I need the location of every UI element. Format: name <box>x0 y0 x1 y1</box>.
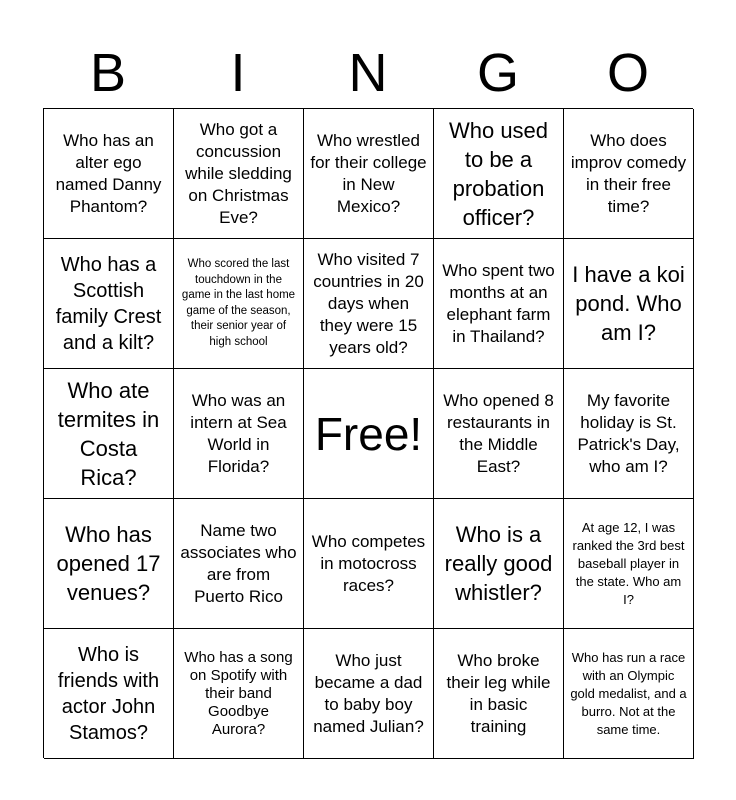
cell-text: Who opened 8 restaurants in the Middle East? <box>443 390 554 476</box>
bingo-cell[interactable] <box>564 239 694 369</box>
cell-text: Who was an intern at Sea World in Florida? <box>190 390 287 476</box>
bingo-header <box>43 38 693 108</box>
free-space-text: Free! <box>314 407 423 460</box>
bingo-cell[interactable] <box>174 629 304 759</box>
cell-text: Who is a really good whistler? <box>444 522 553 605</box>
bingo-cell[interactable] <box>174 499 304 629</box>
bingo-cell[interactable] <box>174 369 304 499</box>
cell-text: Who competes in motocross races? <box>311 531 426 595</box>
cell-text: At age 12, I was ranked the 3rd best baseball player in the state. Who am I? <box>572 519 685 607</box>
header-letter-g: G <box>476 43 519 103</box>
bingo-cell[interactable] <box>434 369 564 499</box>
bingo-cell[interactable] <box>174 239 304 369</box>
bingo-cell[interactable] <box>44 239 174 369</box>
cell-text: Name two associates who are from Puerto Rico <box>180 520 297 606</box>
cell-text: Who does improv comedy in their free time? <box>570 130 687 216</box>
cell-text: Who has a Scottish family Crest and a kilt? <box>55 253 162 354</box>
bingo-cell[interactable] <box>564 629 694 759</box>
bingo-cell[interactable] <box>434 629 564 759</box>
cell-text: Who visited 7 countries in 20 days when they were 15 years old? <box>313 249 424 357</box>
bingo-cell[interactable] <box>564 499 694 629</box>
cell-text: Who is friends with actor John Stamos? <box>57 643 160 744</box>
bingo-cell[interactable] <box>434 499 564 629</box>
cell-text: Who has an alter ego named Danny Phantom? <box>55 130 162 216</box>
bingo-grid <box>43 108 693 758</box>
cell-text: Who ate termites in Costa Rica? <box>57 377 160 490</box>
bingo-cell[interactable] <box>434 109 564 239</box>
cell-text: Who scored the last touchdown in the game in the last home game of the season, their senior year of high school <box>181 258 296 348</box>
cell-text: Who just became a dad to baby boy named Julian? <box>313 650 424 736</box>
bingo-cell[interactable] <box>44 109 174 239</box>
cell-text: Who spent two months at an elephant farm in Thailand? <box>442 260 555 346</box>
cell-text: I have a koi pond. Who am I? <box>572 262 685 345</box>
cell-text: Who used to be a probation officer? <box>448 117 549 230</box>
cell-text: Who has opened 17 venues? <box>56 522 161 605</box>
bingo-cell[interactable] <box>304 499 434 629</box>
bingo-cell[interactable] <box>304 109 434 239</box>
cell-text: Who has run a race with an Olympic gold medalist, and a burro. Not at the same time. <box>570 649 687 737</box>
bingo-cell[interactable] <box>174 109 304 239</box>
free-space-cell[interactable] <box>304 369 434 499</box>
cell-text: Who got a concussion while sledding on Christmas Eve? <box>185 119 292 227</box>
header-letter-i: I <box>230 43 246 103</box>
bingo-cell[interactable] <box>44 629 174 759</box>
cell-text: Who has a song on Spotify with their band Goodbye Aurora? <box>184 648 293 738</box>
header-letter-b: B <box>89 43 127 103</box>
bingo-cell[interactable] <box>434 239 564 369</box>
bingo-cell[interactable] <box>44 499 174 629</box>
bingo-cell[interactable] <box>564 109 694 239</box>
cell-text: My favorite holiday is St. Patrick's Day, who am I? <box>577 390 680 476</box>
bingo-cell[interactable] <box>304 239 434 369</box>
bingo-cell[interactable] <box>44 369 174 499</box>
cell-text: Who broke their leg while in basic training <box>446 650 551 736</box>
cell-text: Who wrestled for their college in New Mexico? <box>310 130 427 216</box>
header-letter-o: O <box>606 43 649 103</box>
bingo-cell[interactable] <box>304 629 434 759</box>
bingo-cell[interactable] <box>564 369 694 499</box>
header-letter-n: N <box>348 43 388 103</box>
